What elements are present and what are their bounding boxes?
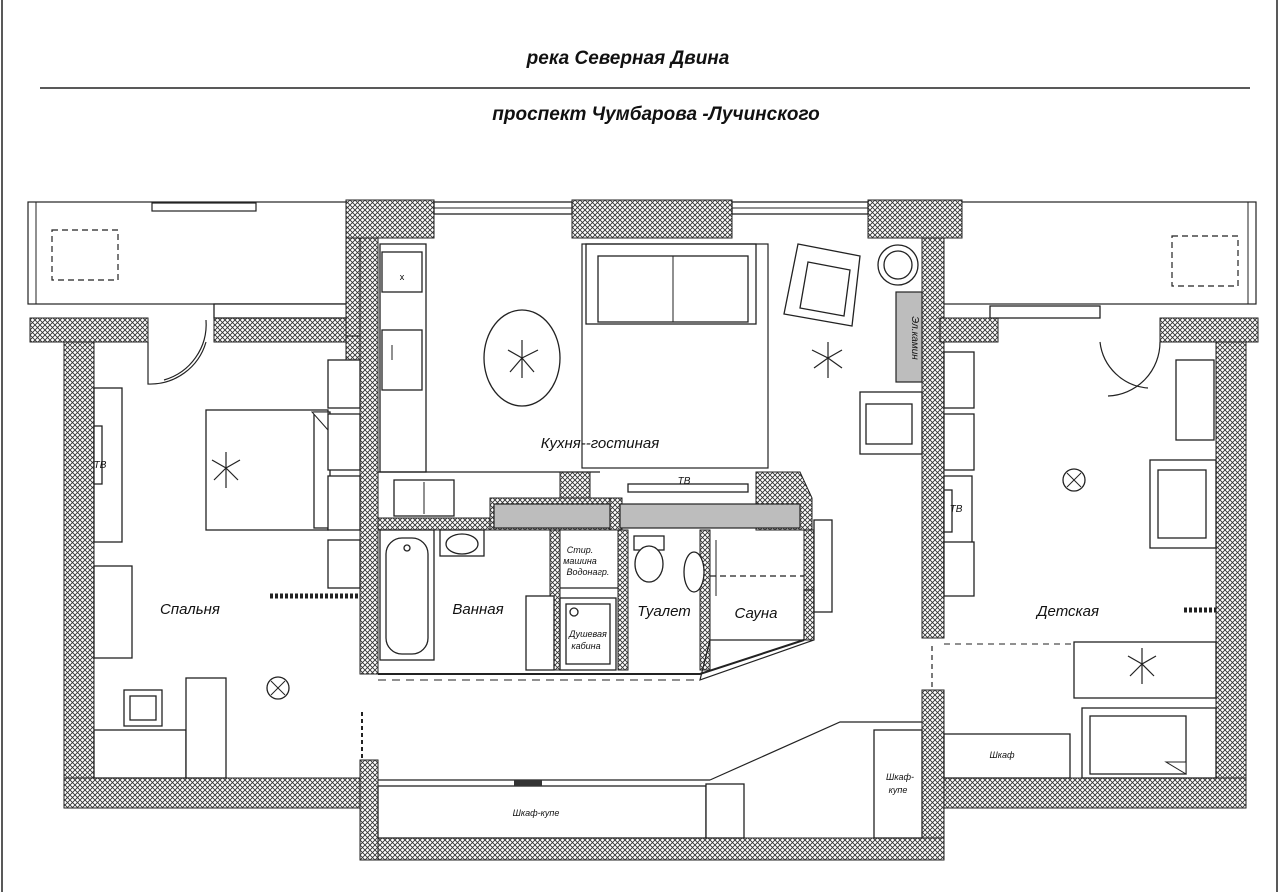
street-label: проспект Чумбарова -Лучинского <box>492 104 820 125</box>
sofa <box>586 244 756 324</box>
washer-label-2: машина <box>563 556 597 566</box>
bedroom-nightstand-top <box>328 360 360 408</box>
washer-label-1: Стир. <box>566 545 594 555</box>
sauna-bench <box>710 540 804 596</box>
hall-wardrobe-label-1: Шкаф- <box>885 772 915 782</box>
kids-wardrobe-top <box>1176 360 1214 440</box>
bedroom-desk <box>94 678 226 778</box>
bedroom-nightstand-low <box>328 476 360 530</box>
armchair-small <box>860 392 922 454</box>
tv-bedroom-label: ТВ <box>93 460 107 471</box>
kids-bed <box>1082 708 1216 778</box>
hall-wardrobe-label-2: купе <box>888 785 908 795</box>
kids-door-swing <box>1100 342 1160 396</box>
toilet-label: Туалет <box>637 603 691 620</box>
chandelier-living <box>812 342 842 378</box>
counter-right <box>620 504 800 528</box>
bathtub <box>380 530 434 660</box>
kids-shelf <box>944 352 974 408</box>
right-balcony <box>940 202 1256 304</box>
hall-wardrobe <box>874 730 922 838</box>
left-balcony <box>28 202 350 304</box>
corridor-wardrobe-label: Шкаф-купе <box>512 808 560 818</box>
fireplace-label: Эл.камин <box>909 316 920 360</box>
kids-cabinet-low <box>944 542 974 596</box>
kids-sofa <box>1150 460 1216 548</box>
counter-left <box>494 504 610 528</box>
river-label: река Северная Двина <box>526 48 730 69</box>
bath-cabinet <box>526 596 554 670</box>
toilet-sink <box>684 552 704 592</box>
bedroom-bed <box>206 410 330 530</box>
armchair <box>784 244 860 326</box>
washer-label-3: Водонагр. <box>566 567 610 577</box>
toilet-bowl <box>634 536 664 582</box>
kids-ceiling-lamp <box>1063 469 1085 491</box>
bedroom-label: Спальня <box>160 601 220 618</box>
sink-bath <box>440 530 484 556</box>
kitchen-living-label: Кухня--гостиная <box>540 435 660 452</box>
sauna-door <box>814 520 832 612</box>
shower-label-1: Душевая <box>569 629 607 639</box>
bedroom-nightstand-mid <box>328 414 360 470</box>
shower-label-2: кабина <box>571 641 601 651</box>
dining-table <box>484 310 560 406</box>
bedroom-door-swing <box>148 320 206 384</box>
bedroom-ceiling-lamp <box>267 677 289 699</box>
bedroom-cabinet <box>328 540 360 588</box>
bedroom-dresser <box>94 566 132 658</box>
hall-cabinet <box>706 784 744 838</box>
sauna-outline <box>700 590 814 680</box>
tv-kids-label: ТВ <box>949 504 963 515</box>
sauna-label: Сауна <box>734 605 778 622</box>
kids-wardrobe-label: Шкаф <box>989 750 1015 760</box>
kids-desk <box>1074 642 1216 698</box>
tv-kitchen-label: ТВ <box>677 476 691 487</box>
svg-text:x: x <box>399 272 405 282</box>
kids-room-label: Детская <box>1037 603 1099 620</box>
bathroom-label: Ванная <box>452 601 504 618</box>
